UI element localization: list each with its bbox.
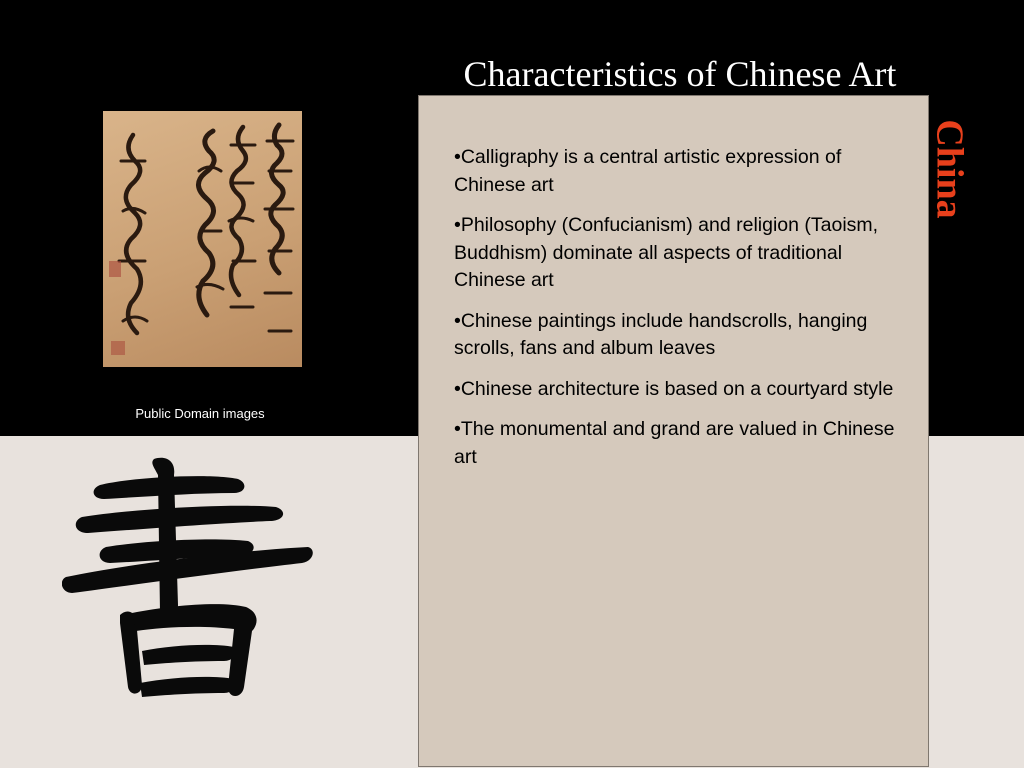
- bullet-item: •Chinese paintings include handscrolls, hanging scrolls, fans and album leaves: [454, 309, 868, 359]
- image-caption: Public Domain images: [135, 406, 265, 421]
- side-label-text: China: [929, 119, 971, 219]
- bullet-item: •Chinese architecture is based on a courtyard style: [454, 377, 894, 400]
- side-label-china: [928, 104, 972, 234]
- bullet-item: •Calligraphy is a central artistic expression of Chinese art: [454, 146, 842, 196]
- shu-character-graphic: [62, 455, 314, 707]
- bullet-item: •The monumental and grand are valued in Chinese art: [454, 418, 895, 468]
- slide-title: Characteristics of Chinese Art: [463, 54, 897, 94]
- calligraphy-scroll-image: [103, 111, 302, 367]
- calligraphy-strokes-graphic: [103, 111, 302, 367]
- shu-calligraphy-character: [62, 455, 314, 707]
- bullet-item: •Philosophy (Confucianism) and religion (Taoism, Buddhism) dominate all aspects of traditional Chinese art: [454, 214, 879, 291]
- bullet-list: [454, 144, 906, 484]
